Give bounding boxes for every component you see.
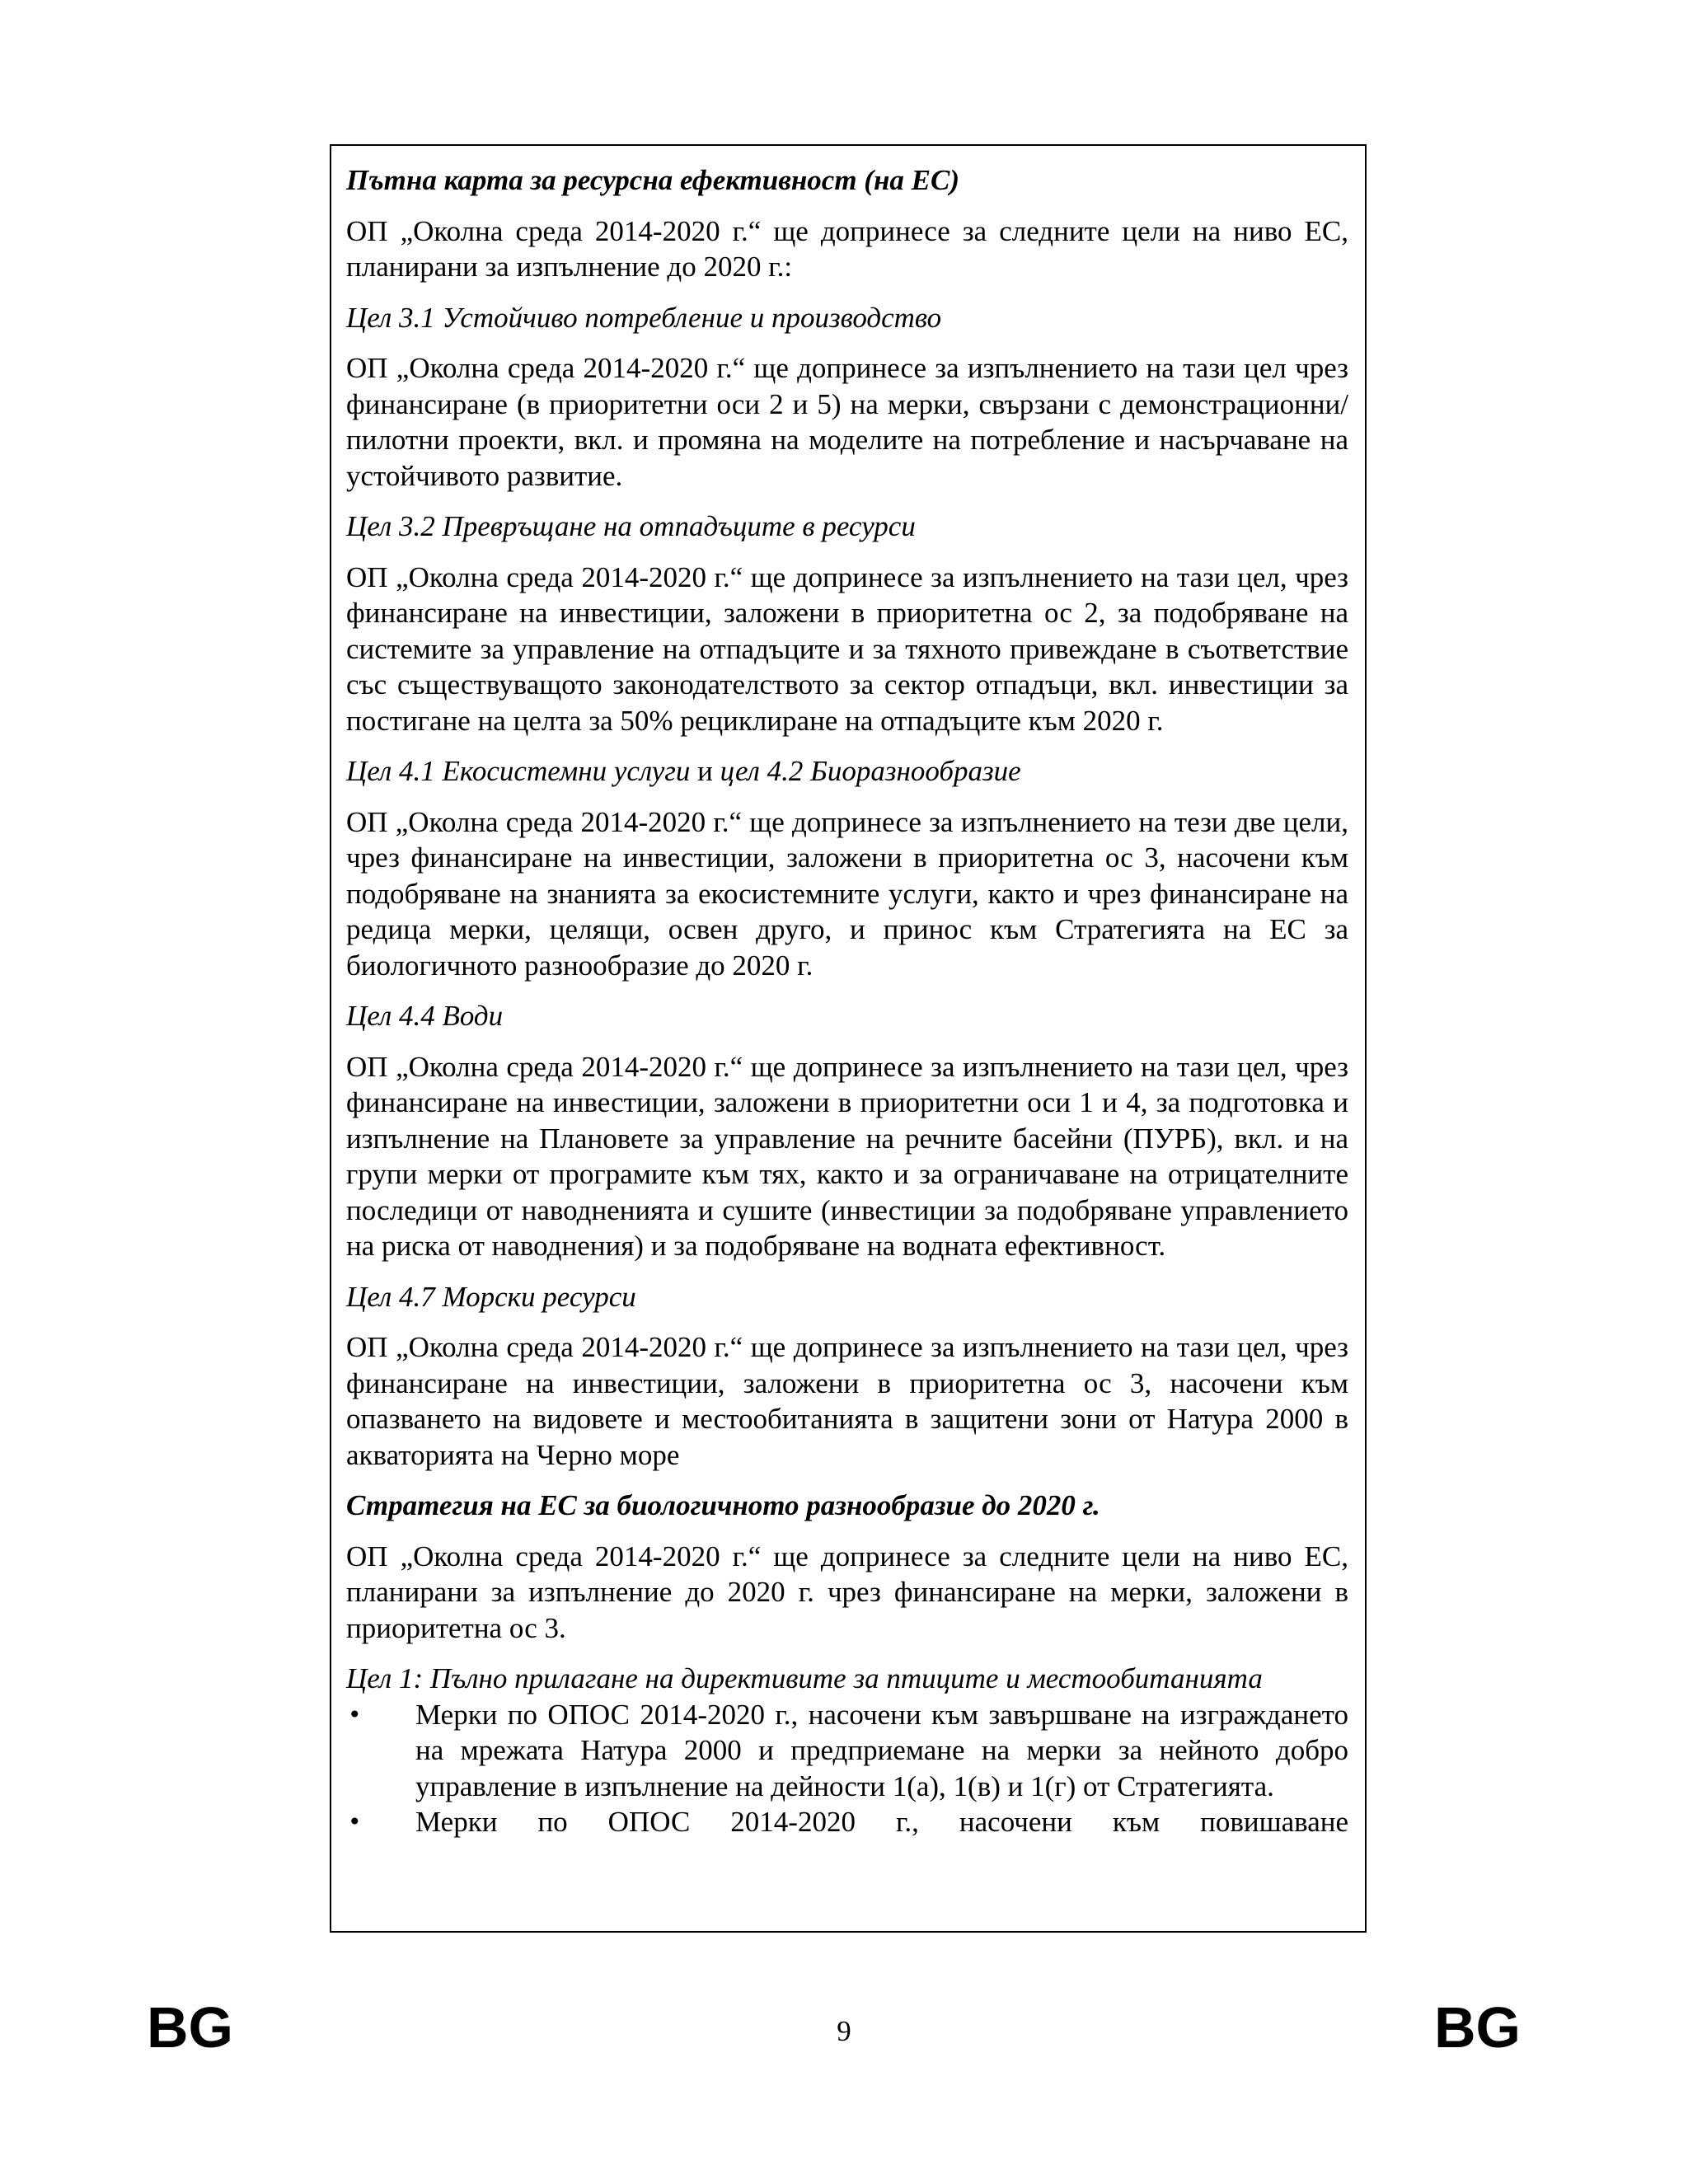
page-number: 9 — [837, 2015, 851, 2047]
biodiversity-measures-list — [346, 1697, 1348, 1840]
document-body — [346, 162, 1348, 1840]
goal-3-1-text: ОП „Околна среда 2014-2020 г.“ ще допринесе за изпълнението на тази цел чрез финансиране (в приоритетни оси 2 и 5) на мерки, свързани с демонстрационни/пилотни проекти, вкл. и промяна на моделите на потребление и насърчаване на устойчивото развитие. — [346, 352, 1348, 492]
goal-4-7-title: Цел 4.7 Морски ресурси — [346, 1280, 636, 1313]
biodiversity-goal-1-title: Цел 1: Пълно прилагане на директивите за птиците и местообитанията — [346, 1662, 1263, 1694]
list-item-text: Мерки по ОПОС 2014-2020 г., насочени към завършване на изграждането на мрежата Натура 2000 и предприемане на мерки за нейното добро управление в изпълнение на дейности 1(а), 1(в) и 1(г) от Стратегията. — [415, 1698, 1348, 1802]
goal-4-4-text: ОП „Околна среда 2014-2020 г.“ ще допринесе за изпълнението на тази цел, чрез финансиране на инвестиции, заложени в приоритетни оси 1 и 4, за подготовка и изпълнение на Плановете за управление на речните басейни (ПУРБ), вкл. и на групи мерки от програмите към тях, както и за ограничаване на отрицателните последици от наводненията и сушите (инвестиции за подобряване управлението на риска от наводнения) и за подобряване на водната ефективност. — [346, 1050, 1348, 1262]
goal-4-2-title: цел 4.2 Биоразнообразие — [720, 755, 1021, 787]
goal-4-7-text: ОП „Околна среда 2014-2020 г.“ ще допринесе за изпълнението на тази цел, чрез финансиране на инвестиции, заложени в приоритетна ос 3, насочени към опазването на видовете и местообитанията в защитени зони от Натура 2000 в акваторията на Черно море — [346, 1331, 1348, 1471]
list-item — [346, 1697, 1348, 1805]
biodiversity-intro: ОП „Околна среда 2014-2020 г.“ ще допринесе за следните цели на ниво ЕС, планирани за изпълнение до 2020 г. чрез финансиране на мерки, заложени в приоритетна ос 3. — [346, 1540, 1348, 1644]
language-code-left: BG — [147, 1995, 233, 2060]
bullet-icon: • — [348, 1808, 362, 1835]
bullet-icon: • — [348, 1700, 362, 1728]
goal-3-2-title: Цел 3.2 Превръщане на отпадъците в ресурси — [346, 510, 916, 542]
goal-3-1-title: Цел 3.1 Устойчиво потребление и производство — [346, 301, 942, 334]
language-code-right: BG — [1434, 1995, 1521, 2060]
goal-4-1-4-2-title — [346, 753, 1348, 790]
roadmap-intro: ОП „Околна среда 2014-2020 г.“ ще допринесе за следните цели на ниво ЕС, планирани за изпълнение до 2020 г.: — [346, 214, 1348, 283]
goal-3-2-text: ОП „Околна среда 2014-2020 г.“ ще допринесе за изпълнението на тази цел, чрез финансиране на инвестиции, заложени в приоритетна ос 2, за подобряване на системите за управление на отпадъците и за тяхното привеждане в съответствие със съществуващото законодателството за сектор отпадъци, вкл. инвестиции за постигане на целта за 50% рециклиране на отпадъците към 2020 г. — [346, 560, 1348, 737]
content-box — [330, 144, 1367, 1933]
goal-title-conjunction: и — [690, 755, 720, 787]
list-item-text: Мерки по ОПОС 2014-2020 г., насочени към повишаване — [415, 1806, 1348, 1838]
section-heading-biodiversity: Стратегия на ЕС за биологичното разнообразие до 2020 г. — [346, 1489, 1100, 1521]
goal-4-1-title: Цел 4.1 Екосистемни услуги — [346, 755, 691, 787]
list-item — [346, 1804, 1348, 1840]
goal-4-4-title: Цел 4.4 Води — [346, 1000, 504, 1032]
goal-4-1-4-2-text: ОП „Околна среда 2014-2020 г.“ ще допринесе за изпълнението на тези две цели, чрез финансиране на инвестиции, заложени в приоритетна ос 3, насочени към подобряване на знанията за екосистемните услуги, както и чрез финансиране на редица мерки, целящи, освен друго, и принос към Стратегията на ЕС за биологичното разнообразие до 2020 г. — [346, 805, 1348, 982]
section-heading-roadmap: Пътна карта за ресурсна ефективност (на ЕС) — [346, 164, 959, 196]
